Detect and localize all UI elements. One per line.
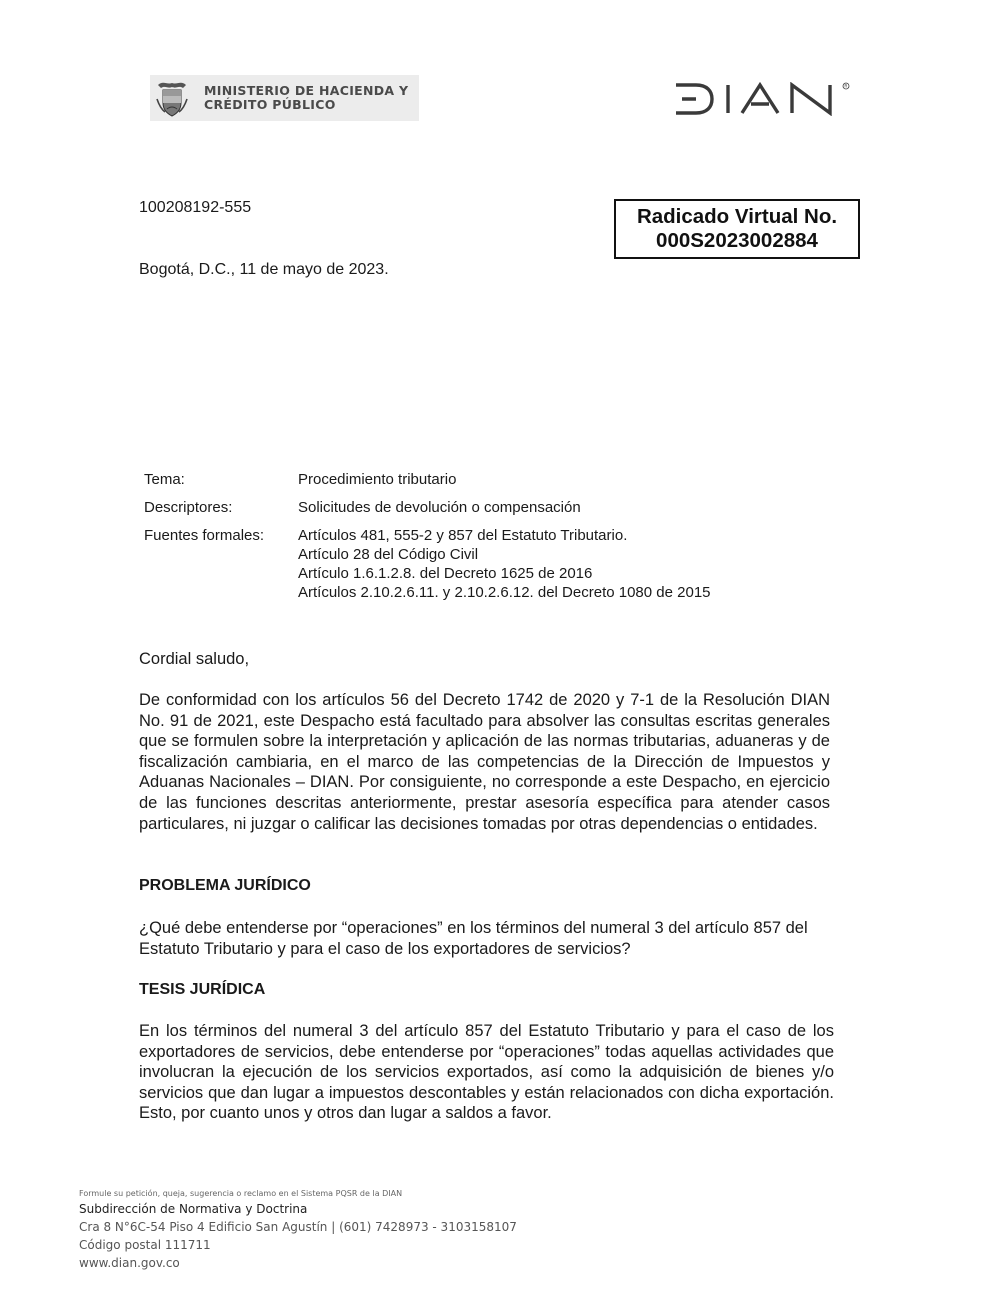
- colombia-coat-of-arms-icon: [150, 75, 194, 121]
- dian-logo: [674, 82, 852, 116]
- tema-label: Tema:: [144, 471, 185, 488]
- heading-tesis-juridica: TESIS JURÍDICA: [139, 981, 266, 998]
- descriptores-label: Descriptores:: [144, 499, 233, 516]
- fuentes-value: Artículos 481, 555-2 y 857 del Estatuto Tributario.: [298, 527, 628, 544]
- place-date: Bogotá, D.C., 11 de mayo de 2023.: [139, 261, 389, 278]
- ministry-name: [204, 84, 408, 112]
- footer-pqsr-note: Formule su petición, queja, sugerencia o reclamo en el Sistema PQSR de la DIAN: [79, 1189, 403, 1198]
- fuentes-value: Artículo 28 del Código Civil: [298, 546, 479, 563]
- ministry-name-line1: MINISTERIO DE HACIENDA Y: [204, 83, 409, 98]
- paragraph-competence: De conformidad con los artículos 56 del Decreto 1742 de 2020 y 7-1 de la Resolución DIAN No. 91 de 2021, este Despacho está facultado para absolver las consultas escritas generales que se formulen sobre la interpretación y aplicación de las normas tributarias, aduaneras y de fiscalización cambiaria, en el marco de las competencias de la Dirección de Impuestos y Aduanas Nacionales – DIAN. Por consiguiente, no corresponde a este Despacho, en ejercicio de las funciones descritas anteriormente, prestar asesoría específica para atender casos particulares, ni juzgar o calificar las decisiones tomadas por otras dependencias o entidades.: [139, 691, 830, 833]
- ministry-name-line2: CRÉDITO PÚBLICO: [204, 97, 336, 112]
- meta-row-tema: [144, 470, 711, 489]
- footer-postal-code: Código postal 111711: [79, 1238, 211, 1252]
- fuentes-value: Artículo 1.6.1.2.8. del Decreto 1625 de 2016: [298, 565, 593, 582]
- document-number: 100208192-555: [139, 199, 252, 216]
- footer-office: Subdirección de Normativa y Doctrina: [79, 1202, 308, 1216]
- legal-question: ¿Qué debe entenderse por “operaciones” en los términos del numeral 3 del artículo 857 del Estatuto Tributario y para el caso de los exportadores de servicios?: [139, 919, 808, 958]
- fuentes-label: Fuentes formales:: [144, 527, 265, 544]
- radicado-number: 000S2023002884: [656, 229, 818, 252]
- legal-thesis: En los términos del numeral 3 del artículo 857 del Estatuto Tributario y para el caso de los exportadores de servicios, debe entenderse por “operaciones” todas aquellas actividades que involucran la ejecución de los servicios exportados, así como la adquisición de bienes y/o servicios que dan lugar a impuestos descontables y están relacionados con dicha exportación. Esto, por cuanto unos y otros dan lugar a saldos a favor.: [139, 1022, 834, 1123]
- heading-problema-juridico: PROBLEMA JURÍDICO: [139, 877, 311, 894]
- meta-row-fuentes: [144, 526, 711, 602]
- radicado-label: Radicado Virtual No.: [636, 205, 838, 228]
- fuentes-values: [298, 526, 711, 602]
- greeting: Cordial saludo,: [139, 650, 250, 668]
- svg-text:R: R: [844, 83, 848, 89]
- radicado-box: [614, 199, 860, 259]
- tema-value: Procedimiento tributario: [298, 471, 457, 488]
- footer: [79, 1188, 517, 1272]
- footer-address: Cra 8 N°6C-54 Piso 4 Edificio San Agustín | (601) 7428973 - 3103158107: [79, 1220, 517, 1234]
- descriptores-value: Solicitudes de devolución o compensación: [298, 499, 581, 516]
- meta-row-descriptores: [144, 498, 711, 517]
- ministry-logo: [150, 75, 419, 121]
- metadata-table: [144, 470, 711, 611]
- footer-website[interactable]: www.dian.gov.co: [79, 1256, 180, 1270]
- fuentes-value: Artículos 2.10.2.6.11. y 2.10.2.6.12. del Decreto 1080 de 2015: [298, 584, 711, 601]
